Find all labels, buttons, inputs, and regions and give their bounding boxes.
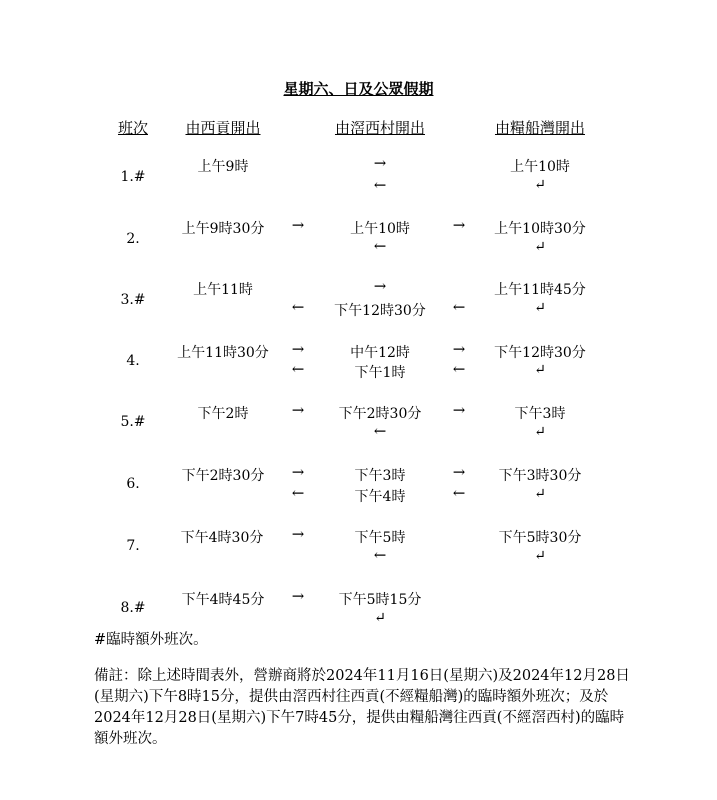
trip-number: 8.# [120, 600, 146, 616]
saivan-return-departure: 下午4時 [354, 489, 406, 505]
saivan-departure: 下午3時 [354, 468, 406, 484]
saikung-departure: 上午11時30分 [177, 345, 269, 361]
saivan-return-departure: 下午12時30分 [334, 303, 426, 319]
remark-paragraph: 備註：除上述時間表外，營辦商將於2024年11月16日(星期六)及2024年12月28日(星期六)下午8時15分，提供由滘西村往西貢(不經糧船灣)的臨時額外班次；及於2024年12月28日(星期六)下午7時45分，提供由糧船灣往西貢(不經滘西村)的臨時額外班次。 [94, 668, 630, 747]
left-arrow-icon: ← [373, 176, 387, 194]
header-from-leungshuenwan: 由糧船灣開出 [494, 119, 585, 137]
saikung-departure: 下午4時30分 [180, 530, 264, 546]
right-arrow-icon: → [291, 525, 305, 543]
header-from-saivan: 由滘西村開出 [334, 119, 425, 137]
saikung-departure: 上午9時30分 [181, 221, 265, 237]
return-icon: ↵ [534, 177, 546, 193]
trip-number: 5.# [120, 414, 146, 430]
right-arrow-icon: → [291, 216, 305, 234]
left-arrow-icon: ← [373, 422, 387, 440]
return-icon: ↵ [374, 610, 386, 626]
trip-number: 6. [126, 476, 140, 492]
header-index: 班次 [117, 119, 148, 137]
return-icon: ↵ [534, 362, 546, 378]
return-icon: ↵ [534, 239, 546, 255]
saikung-departure: 下午2時30分 [181, 468, 265, 484]
saivan-return-departure: 下午1時 [354, 365, 406, 381]
saikung-departure: 上午9時 [197, 159, 249, 175]
saikung-departure: 下午2時 [197, 406, 249, 422]
saivan-departure: 下午2時30分 [338, 406, 422, 422]
saikung-departure: 下午4時45分 [181, 592, 265, 608]
left-arrow-icon: ← [291, 484, 305, 502]
saivan-departure: 上午10時 [350, 221, 410, 237]
leungshuenwan-departure: 下午3時 [514, 406, 566, 422]
right-arrow-icon: → [291, 401, 305, 419]
saivan-departure: 下午5時 [354, 530, 406, 546]
saivan-departure: 下午5時15分 [338, 592, 422, 608]
trip-number: 3.# [120, 292, 146, 308]
right-arrow-icon: → [291, 340, 305, 358]
left-arrow-icon: ← [452, 360, 466, 378]
page-title: 星期六、日及公眾假期 [283, 80, 434, 98]
left-arrow-icon: ← [373, 546, 387, 564]
left-arrow-icon: ← [373, 237, 387, 255]
trip-number: 4. [126, 353, 140, 369]
right-arrow-icon: → [452, 401, 466, 419]
left-arrow-icon: ← [452, 298, 466, 316]
right-arrow-icon: → [291, 463, 305, 481]
trip-number: 7. [126, 538, 140, 554]
leungshuenwan-departure: 上午10時 [510, 159, 570, 175]
return-icon: ↵ [534, 300, 546, 316]
return-icon: ↵ [534, 486, 546, 502]
header-from-saikung: 由西貢開出 [185, 119, 261, 137]
left-arrow-icon: ← [291, 360, 305, 378]
return-icon: ↵ [534, 548, 546, 564]
saivan-departure: 中午12時 [350, 345, 410, 361]
leungshuenwan-departure: 上午10時30分 [494, 221, 586, 237]
right-arrow-icon: → [452, 463, 466, 481]
right-arrow-icon: → [291, 587, 305, 605]
left-arrow-icon: ← [452, 484, 466, 502]
footnote: #臨時額外班次。 [94, 632, 208, 648]
return-icon: ↵ [534, 424, 546, 440]
leungshuenwan-departure: 下午5時30分 [498, 530, 582, 546]
left-arrow-icon: ← [291, 298, 305, 316]
saikung-departure: 上午11時 [193, 282, 253, 298]
right-arrow-icon: → [373, 277, 387, 295]
leungshuenwan-departure: 下午12時30分 [494, 345, 586, 361]
right-arrow-icon: → [452, 340, 466, 358]
trip-number: 2. [126, 231, 140, 247]
right-arrow-icon: → [373, 154, 387, 172]
trip-number: 1.# [120, 169, 146, 185]
leungshuenwan-departure: 上午11時45分 [494, 282, 586, 298]
leungshuenwan-departure: 下午3時30分 [498, 468, 582, 484]
right-arrow-icon: → [452, 216, 466, 234]
